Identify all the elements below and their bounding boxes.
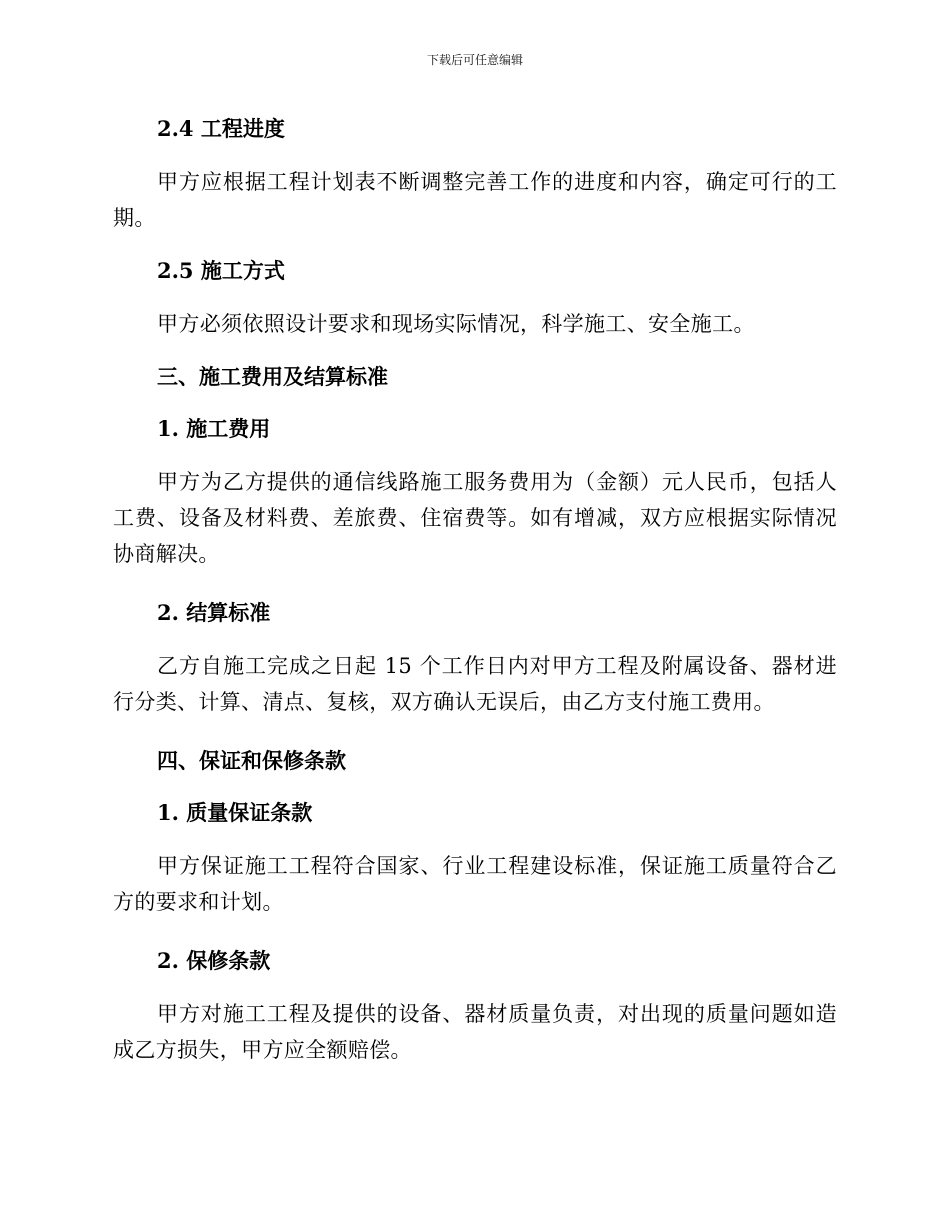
part-heading-4: 四、保证和保修条款 xyxy=(157,748,346,773)
section-paragraph-3-2: 乙方自施工完成之日起 15 个工作日内对甲方工程及附属设备、器材进行分类、计算、清点、复核，双方确认无误后，由乙方支付施工费用。 xyxy=(113,654,837,714)
section-heading-4-1: 1. 质量保证条款 xyxy=(157,800,313,825)
section-paragraph-4-1: 甲方保证施工工程符合国家、行业工程建设标准，保证施工质量符合乙方的要求和计划。 xyxy=(113,854,837,914)
section-heading-2-4: 2.4 工程进度 xyxy=(157,116,285,141)
section-heading-4-2: 2. 保修条款 xyxy=(157,948,271,973)
page-header: 下载后可任意编辑 xyxy=(426,53,523,67)
section-paragraph-3-1: 甲方为乙方提供的通信线路施工服务费用为（金额）元人民币，包括人工费、设备及材料费、差旅费、住宿费等。如有增减，双方应根据实际情况协商解决。 xyxy=(113,470,837,566)
part-heading-3: 三、施工费用及结算标准 xyxy=(157,364,388,389)
section-heading-3-2: 2. 结算标准 xyxy=(157,600,271,625)
section-paragraph-4-2: 甲方对施工工程及提供的设备、器材质量负责，对出现的质量问题如造成乙方损失，甲方应全额赔偿。 xyxy=(113,1002,837,1062)
section-heading-3-1: 1. 施工费用 xyxy=(157,416,271,441)
section-paragraph-2-5: 甲方必须依照设计要求和现场实际情况，科学施工、安全施工。 xyxy=(157,312,755,336)
section-paragraph-2-4: 甲方应根据工程计划表不断调整完善工作的进度和内容，确定可行的工期。 xyxy=(113,170,837,230)
document-body xyxy=(113,112,837,1068)
section-heading-2-5: 2.5 施工方式 xyxy=(157,258,285,283)
